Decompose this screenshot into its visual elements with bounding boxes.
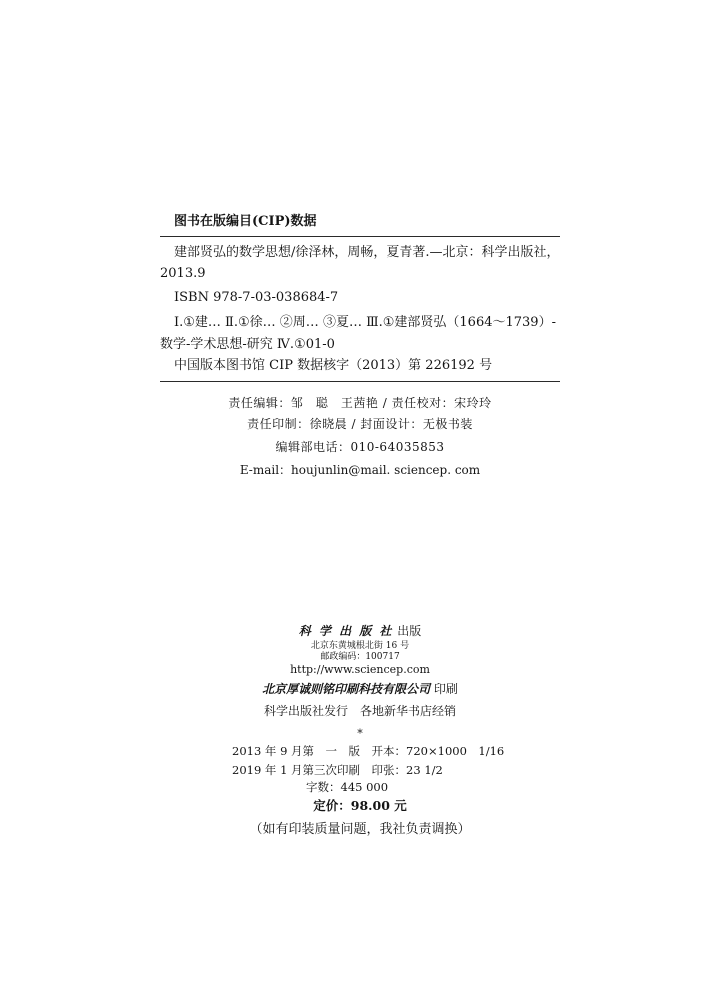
publisher-url: http://www.sciencep.com [290, 663, 430, 676]
publisher-postcode: 邮政编码：100717 [320, 652, 400, 662]
word-count: 字数：445 000 [306, 780, 389, 794]
cip-line-record-number: 中国版本图书馆 CIP 数据核字（2013）第 226192 号 [174, 358, 493, 373]
cip-line-date: 2013.9 [160, 266, 206, 281]
credit-production: 责任印制：徐晓晨 / 封面设计：无极书装 [247, 417, 473, 431]
printing-line: 2019 年 1 月第三次印刷 印张：23 1/2 [232, 763, 443, 777]
cip-line-subjects-cont: 数学-学术思想-研究 Ⅳ.①01-0 [160, 337, 335, 352]
credit-phone: 编辑部电话：010-64035853 [275, 440, 445, 454]
price: 定价：98.00 元 [313, 798, 407, 813]
edition-line: 2013 年 9 月第 一 版 开本：720×1000 1/16 [232, 744, 505, 758]
cip-bottom-rule [160, 381, 560, 382]
quality-note: （如有印装质量问题，我社负责调换） [249, 822, 471, 837]
cip-line-title: 建部贤弘的数学思想/徐泽林，周畅，夏青著.—北京：科学出版社， [174, 245, 560, 260]
credit-editors: 责任编辑：邹 聪 王茜艳 / 责任校对：宋玲玲 [228, 396, 492, 410]
cip-line-subjects: Ⅰ.①建… Ⅱ.①徐… ②周… ③夏… Ⅲ.①建部贤弘（1664～1739）- [174, 315, 556, 330]
printer-name: 北京厚诚则铭印刷科技有限公司 [262, 682, 431, 696]
cip-line-isbn: ISBN 978-7-03-038684-7 [174, 290, 339, 305]
credit-email: E-mail：houjunlin@mail. sciencep. com [239, 463, 481, 477]
printer-suffix: 印刷 [433, 682, 458, 696]
publisher-address: 北京东黄城根北街 16 号 [310, 641, 410, 651]
cip-top-rule [160, 236, 560, 237]
distribution-line: 科学出版社发行 各地新华书店经销 [263, 704, 456, 718]
publisher-line [0, 624, 720, 638]
publisher-suffix: 出版 [397, 624, 422, 638]
separator-asterisk: * [357, 727, 363, 740]
cip-heading: 图书在版编目(CIP)数据 [174, 214, 317, 229]
publisher-name: 科 学 出 版 社 [298, 624, 394, 638]
printer-line [0, 682, 720, 696]
